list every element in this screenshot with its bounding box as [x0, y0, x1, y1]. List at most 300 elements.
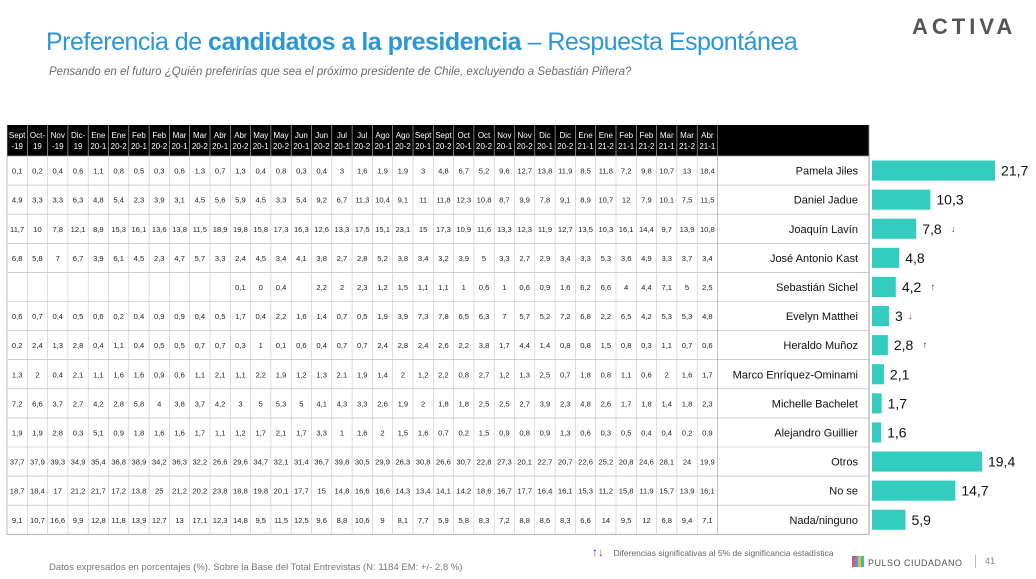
history-value: 0,2: [32, 166, 43, 176]
history-value: 9,4: [681, 515, 693, 525]
history-value: 15,3: [111, 224, 127, 234]
bar: [872, 481, 955, 501]
period-label: 20-2: [354, 142, 371, 151]
history-value: 0,6: [296, 341, 307, 351]
history-value: 0,2: [681, 428, 693, 438]
history-value: 1,1: [194, 370, 206, 380]
history-value: 0,1: [235, 282, 246, 292]
history-value: 1,9: [275, 370, 287, 380]
history-value: 2,5: [478, 399, 490, 409]
period-label: Sept: [435, 131, 452, 140]
history-value: 0,8: [113, 166, 124, 176]
history-value: 1,8: [641, 399, 652, 409]
history-value: 7: [502, 312, 507, 322]
history-value: 1,2: [377, 282, 388, 292]
period-label: Nov: [497, 131, 512, 140]
history-value: 9,1: [11, 515, 23, 525]
period-label: -19: [11, 142, 23, 151]
history-value: 16,6: [375, 486, 390, 496]
history-value: 2: [35, 370, 40, 380]
history-value: 19,8: [233, 224, 248, 234]
history-value: 0,9: [539, 282, 551, 292]
history-value: 1,7: [296, 428, 307, 438]
history-value: 2: [421, 399, 426, 409]
history-value: 36,3: [172, 457, 187, 467]
history-value: 1,6: [174, 428, 185, 438]
history-value: 24: [682, 457, 692, 467]
history-value: 1,3: [235, 166, 246, 176]
history-value: 17,2: [111, 486, 127, 496]
history-value: 4,2: [641, 312, 652, 322]
history-value: 2: [339, 282, 345, 292]
history-value: 1,3: [194, 166, 206, 176]
history-value: 34,2: [151, 457, 167, 467]
history-value: 2,5: [499, 399, 510, 409]
history-value: 34,7: [253, 457, 269, 467]
history-value: 17,7: [293, 486, 309, 496]
history-value: 1,6: [133, 370, 145, 380]
history-value: 1,5: [478, 428, 490, 438]
period-label: Ago: [395, 131, 410, 140]
history-value: 7,8: [52, 224, 64, 234]
bar-value-label: 1,7: [887, 395, 908, 412]
history-value: 14,3: [395, 486, 411, 496]
history-value: 3,3: [580, 253, 591, 263]
history-value: 1,7: [194, 428, 206, 438]
history-value: 1,3: [519, 370, 530, 380]
history-value: 5,8: [133, 399, 145, 409]
history-value: 1,8: [580, 370, 591, 380]
header-bar-labels: [718, 125, 870, 156]
history-value: 4,2: [214, 399, 226, 409]
history-value: 3,8: [174, 399, 185, 409]
history-value: 3,9: [397, 312, 409, 322]
period-label: 20-1: [212, 142, 229, 151]
history-value: 4,8: [580, 399, 591, 409]
bar-value-label: 21,7: [1001, 162, 1029, 179]
period-label: Ene: [578, 131, 593, 140]
history-value: 0,9: [174, 312, 185, 322]
bar-value-label: 1,6: [887, 424, 907, 441]
history-value: 8,8: [519, 515, 530, 525]
bar-value-label: 19,4: [987, 453, 1016, 470]
history-value: 13,8: [537, 166, 553, 176]
history-value: 35,4: [90, 457, 106, 467]
history-value: 0,7: [336, 312, 348, 322]
bar: [872, 161, 995, 181]
history-value: 5: [258, 399, 263, 409]
history-value: 0,4: [194, 312, 206, 322]
history-value: 1,6: [681, 370, 693, 380]
history-value: 1,9: [11, 428, 23, 438]
history-value: 11,5: [700, 195, 715, 205]
history-value: 6,8: [661, 515, 673, 525]
history-value: 17,5: [354, 224, 370, 234]
history-value: 11,8: [598, 166, 613, 176]
period-label: Ene: [111, 131, 126, 140]
history-value: 18,6: [476, 486, 492, 496]
history-value: 7,5: [681, 195, 693, 205]
history-value: 3: [238, 399, 243, 409]
history-value: 7,2: [620, 166, 632, 176]
history-value: 21,7: [90, 486, 106, 496]
page-subtitle: Pensando en el futuro ¿Quién preferirías que sea el próximo presidente de Chile, excluyendo a Sebastián Piñera?: [49, 66, 632, 78]
candidate-label: Heraldo Muñoz: [783, 340, 858, 353]
history-value: 6,6: [600, 282, 612, 292]
history-value: 3,8: [316, 253, 327, 263]
history-value: 5,7: [194, 253, 206, 263]
history-value: 5,3: [661, 312, 673, 322]
period-label: Abr: [701, 131, 714, 140]
history-value: 0,6: [641, 370, 652, 380]
history-value: 2,4: [32, 341, 43, 351]
history-value: 8,3: [478, 515, 490, 525]
history-value: 18,4: [699, 166, 715, 176]
history-value: 20,1: [517, 457, 533, 467]
period-label: 20-1: [455, 142, 472, 151]
history-value: 2,3: [702, 399, 713, 409]
history-value: 17,1: [192, 515, 208, 525]
pulso-ciudadano-logo: [852, 556, 963, 568]
history-value: 0,3: [641, 341, 652, 351]
history-value: 3,1: [174, 195, 185, 205]
history-value: 9,6: [499, 166, 510, 176]
history-value: 0,4: [641, 428, 652, 438]
history-value: 11,3: [355, 195, 370, 205]
history-value: 15,8: [253, 224, 269, 234]
history-value: 2,4: [235, 253, 246, 263]
history-value: 6,7: [336, 195, 348, 205]
period-label: 20-1: [333, 142, 350, 151]
period-label: 20-2: [232, 142, 249, 151]
history-value: 1,7: [620, 399, 632, 409]
history-value: 1,9: [397, 166, 409, 176]
history-value: 2,4: [377, 341, 388, 351]
period-label: 20-1: [130, 142, 147, 151]
history-value: 10,6: [354, 515, 370, 525]
history-value: 8,8: [336, 515, 348, 525]
history-value: 1,7: [702, 370, 713, 380]
history-value: 4,4: [519, 341, 530, 351]
history-value: 6,8: [580, 312, 591, 322]
history-value: 0,3: [72, 428, 84, 438]
history-value: 4,5: [255, 253, 267, 263]
history-value: 4: [624, 282, 629, 292]
history-value: 0,5: [620, 428, 632, 438]
history-value: 1: [502, 282, 507, 292]
history-value: 0: [258, 282, 263, 292]
period-label: May: [273, 131, 289, 140]
history-value: 11,5: [192, 224, 207, 234]
significance-legend: [592, 545, 834, 559]
history-value: 11,6: [476, 224, 492, 234]
history-value: 8,1: [397, 515, 409, 525]
history-value: 6,8: [11, 253, 23, 263]
history-value: 0,4: [133, 312, 145, 322]
history-value: 6,6: [32, 399, 43, 409]
history-value: 0,5: [356, 312, 368, 322]
history-value: 9,5: [620, 515, 632, 525]
history-value: 6,5: [458, 312, 470, 322]
history-value: 15,8: [618, 486, 634, 496]
period-label: 20-1: [252, 142, 269, 151]
history-value: 2,3: [559, 399, 571, 409]
history-value: 9,9: [519, 195, 530, 205]
history-value: 13,8: [131, 486, 147, 496]
history-value: 6,7: [458, 166, 470, 176]
history-value: 20,8: [618, 457, 634, 467]
history-value: 0,4: [133, 341, 145, 351]
history-value: 1: [461, 282, 466, 292]
bar-value-label: 2,1: [889, 366, 910, 383]
history-value: 25: [155, 486, 164, 496]
history-value: 12,1: [70, 224, 86, 234]
history-value: 12,3: [456, 195, 472, 205]
history-value: 0,2: [113, 312, 124, 322]
history-value: 0,5: [174, 341, 185, 351]
history-value: 5,9: [438, 515, 449, 525]
candidate-label: Sebastián Sichel: [776, 281, 858, 294]
history-value: 2,1: [275, 428, 287, 438]
history-value: 1,9: [377, 312, 388, 322]
history-value: 8,6: [539, 515, 551, 525]
history-value: 36,8: [111, 457, 127, 467]
period-label: 20-1: [171, 142, 188, 151]
history-value: 10,7: [659, 166, 675, 176]
history-value: 4,1: [296, 253, 307, 263]
history-value: 1,5: [397, 428, 409, 438]
history-value: 11,8: [111, 515, 126, 525]
history-value: 7,9: [641, 195, 652, 205]
history-value: 3: [421, 166, 426, 176]
history-value: 4: [157, 399, 162, 409]
history-value: 2,3: [133, 195, 145, 205]
bar-value-label: 14,7: [961, 482, 989, 499]
history-value: 3,7: [681, 253, 693, 263]
period-label: May: [253, 131, 269, 140]
history-value: 8,7: [499, 195, 510, 205]
history-value: 2,6: [438, 341, 449, 351]
history-value: 2,8: [113, 399, 124, 409]
history-value: 7,2: [499, 515, 510, 525]
history-value: 1,6: [356, 428, 368, 438]
history-value: 4,1: [316, 399, 327, 409]
history-value: 1,3: [11, 370, 23, 380]
history-value: 1,1: [113, 341, 124, 351]
history-value: 0,7: [681, 341, 693, 351]
history-value: 2,9: [539, 253, 551, 263]
history-value: 1,8: [133, 428, 145, 438]
history-value: 0,7: [438, 428, 449, 438]
history-value: 14,2: [456, 486, 472, 496]
history-value: 3,6: [620, 253, 632, 263]
history-value: 18,9: [212, 224, 228, 234]
history-value: 0,1: [275, 341, 287, 351]
history-value: 29,6: [233, 457, 248, 467]
history-value: 0,6: [11, 312, 23, 322]
history-value: 24,6: [639, 457, 654, 467]
period-label: 20-2: [273, 142, 290, 151]
history-value: 0,9: [702, 428, 713, 438]
history-value: 5,8: [458, 515, 470, 525]
history-value: 0,6: [478, 282, 490, 292]
history-value: 2: [380, 428, 385, 438]
history-value: 14: [601, 515, 611, 525]
history-value: 15,7: [659, 486, 675, 496]
history-value: 12,7: [517, 166, 533, 176]
history-value: 11: [419, 195, 428, 205]
history-value: 0,4: [52, 166, 64, 176]
history-value: 16,3: [293, 224, 309, 234]
history-value: 3,3: [661, 253, 673, 263]
history-value: 10,4: [375, 195, 390, 205]
history-value: 4,5: [255, 195, 267, 205]
up-arrow-icon: ↑: [592, 545, 598, 559]
history-value: 16,1: [699, 486, 715, 496]
history-value: 3,4: [702, 253, 713, 263]
history-value: 12,7: [151, 515, 167, 525]
period-label: Jun: [294, 131, 308, 140]
history-value: 2,2: [438, 370, 449, 380]
period-label: Sept: [414, 131, 432, 140]
history-value: 16,1: [131, 224, 147, 234]
history-value: 3,9: [458, 253, 470, 263]
history-value: 2,3: [153, 253, 165, 263]
history-value: 9,8: [641, 166, 652, 176]
period-label: 20-2: [557, 142, 574, 151]
history-value: 0,4: [316, 166, 327, 176]
history-value: 7,8: [539, 195, 551, 205]
history-value: 0,4: [275, 282, 287, 292]
history-value: 1,1: [235, 370, 246, 380]
history-value: 0,7: [214, 166, 226, 176]
history-value: 11,5: [273, 515, 289, 525]
history-value: 0,9: [153, 370, 165, 380]
history-value: 1,1: [93, 370, 104, 380]
history-value: 14,8: [334, 486, 350, 496]
candidate-label: Joaquín Lavín: [788, 223, 858, 236]
period-label: 21-1: [699, 142, 716, 151]
history-value: 22,8: [476, 457, 492, 467]
history-value: 7: [55, 253, 60, 263]
history-value: 5,6: [214, 195, 226, 205]
history-value: 0,7: [356, 341, 368, 351]
period-label: Mar: [680, 131, 694, 140]
history-value: 0,3: [153, 166, 165, 176]
period-label: Dic-: [70, 131, 86, 140]
bar: [872, 219, 916, 239]
period-label: Ene: [598, 131, 613, 140]
history-value: 2,1: [72, 370, 84, 380]
period-label: 20-1: [374, 142, 391, 151]
history-value: 1,1: [93, 166, 104, 176]
history-value: 1,1: [214, 428, 226, 438]
period-label: 20-2: [394, 142, 411, 151]
history-value: 26,3: [395, 457, 411, 467]
history-value: 1,5: [397, 282, 409, 292]
history-value: 3,3: [214, 253, 226, 263]
period-label: 21-1: [658, 142, 675, 151]
history-value: 13,6: [151, 224, 167, 234]
history-value: 4,5: [133, 253, 145, 263]
period-label: 20-2: [435, 142, 452, 151]
history-value: 9,9: [72, 515, 84, 525]
history-value: 20,7: [557, 457, 573, 467]
history-value: 1,4: [377, 370, 388, 380]
period-label: Abr: [213, 131, 227, 140]
history-value: 0,8: [519, 428, 530, 438]
history-value: 11,9: [558, 166, 573, 176]
history-value: 1,9: [377, 166, 388, 176]
history-value: 3,7: [52, 399, 64, 409]
period-label: Mar: [172, 131, 187, 140]
history-value: 0,1: [11, 166, 23, 176]
candidate-label: Nada/ninguno: [789, 514, 858, 527]
history-value: 23,1: [395, 224, 411, 234]
history-value: 3,8: [478, 341, 490, 351]
history-value: 26,6: [212, 457, 228, 467]
period-label: Dic: [539, 131, 551, 140]
history-value: 3,3: [356, 399, 368, 409]
history-value: 0,3: [296, 166, 307, 176]
bar: [872, 190, 930, 210]
history-value: 25,2: [598, 457, 614, 467]
history-value: 3,9: [539, 399, 551, 409]
history-value: 1,3: [52, 341, 64, 351]
history-value: 1,6: [559, 282, 571, 292]
history-value: 0,9: [499, 428, 510, 438]
history-value: 1,6: [113, 370, 124, 380]
footer-note: Datos expresados en porcentajes (%). Sobre la Base del Total Entrevistas (N: 1184 EM: +/- 2,8 %): [49, 562, 463, 573]
history-value: 2,5: [702, 282, 713, 292]
history-value: 2: [400, 370, 405, 380]
history-value: 7,1: [661, 282, 673, 292]
history-value: 3,9: [93, 253, 104, 263]
history-value: 4,2: [93, 399, 104, 409]
history-value: 1,3: [316, 370, 327, 380]
history-value: 23,8: [212, 486, 228, 496]
history-value: 2,8: [397, 341, 409, 351]
history-value: 2,2: [600, 312, 612, 322]
history-value: 20,1: [273, 486, 289, 496]
period-label: Feb: [132, 131, 146, 140]
history-value: 17,3: [273, 224, 289, 234]
candidate-label: Alejandro Guillier: [774, 427, 858, 440]
pulso-text: PULSO CIUDADANO: [868, 558, 963, 568]
history-value: 0,9: [539, 428, 551, 438]
history-value: 0,6: [702, 341, 713, 351]
period-label: 19: [32, 142, 42, 151]
history-value: 3,4: [417, 253, 429, 263]
period-label: 20-1: [90, 142, 107, 151]
history-value: 37,7: [9, 457, 25, 467]
period-label: Jun: [315, 131, 329, 140]
pulso-bars-icon: [852, 556, 864, 567]
history-value: 2,5: [539, 370, 551, 380]
history-value: 5,4: [113, 195, 124, 205]
history-value: 1,6: [417, 428, 429, 438]
history-value: 15: [418, 224, 428, 234]
period-label: 20-2: [151, 142, 168, 151]
candidate-label: José Antonio Kast: [769, 252, 858, 265]
history-value: 12,6: [314, 224, 330, 234]
candidate-label: Michelle Bachelet: [771, 398, 858, 411]
history-value: 6,1: [113, 253, 124, 263]
history-value: 38,9: [131, 457, 147, 467]
history-value: 16,7: [496, 486, 512, 496]
activa-logo: ACTIVA: [912, 14, 1017, 39]
history-value: 13,9: [679, 224, 695, 234]
